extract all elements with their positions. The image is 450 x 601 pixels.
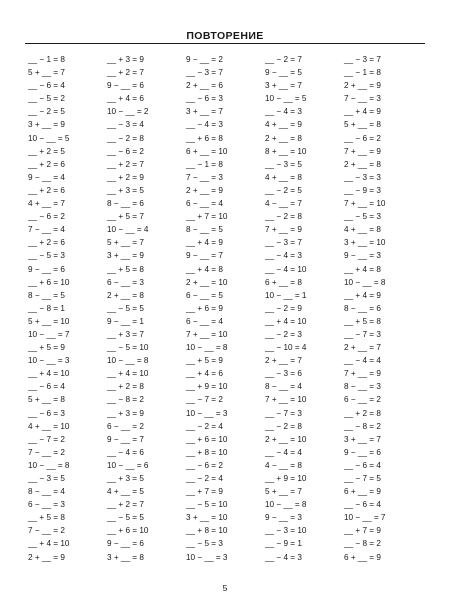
equation: 6 − __ = 2 (107, 421, 144, 431)
equation: __ + 6 = 9 (186, 303, 223, 313)
equation: __ + 5 = 9 (28, 343, 65, 353)
equation: __ − 2 = 9 (265, 303, 302, 313)
equation: __ − 4 = 3 (265, 107, 302, 117)
equation: 9 − __ = 6 (28, 264, 65, 274)
equation: __ − 6 = 4 (28, 382, 65, 392)
equation: 2 + __ = 10 (265, 434, 307, 444)
equation: __ + 7 = 9 (344, 526, 381, 536)
equation: __ + 4 = 10 (28, 539, 70, 549)
equation: 2 + __ = 7 (265, 356, 302, 366)
equation: 10 − __ = 8 (107, 356, 149, 366)
equation: __ − 4 = 4 (265, 447, 302, 457)
equation: __ − 5 = 3 (186, 539, 223, 549)
equation: __ + 2 = 5 (28, 146, 65, 156)
equation: __ − 2 = 7 (265, 55, 302, 64)
equation: 7 + __ = 10 (186, 329, 228, 339)
equation: __ + 3 = 9 (107, 55, 144, 64)
equation: 8 − __ = 6 (107, 199, 144, 209)
equation: 10 − __ = 4 (107, 225, 149, 235)
equation: __ + 5 = 8 (28, 513, 65, 523)
equation: 9 − __ = 6 (107, 539, 144, 549)
equation: 10 − __ = 7 (344, 513, 386, 523)
equation: __ − 3 = 7 (344, 55, 381, 64)
equation: __ − 3 = 5 (265, 159, 302, 169)
equation: __ + 2 = 8 (107, 382, 144, 392)
equation: 6 + __ = 9 (344, 487, 381, 497)
equation: 10 − __ = 3 (186, 552, 228, 562)
equation: 4 + __ = 10 (28, 421, 70, 431)
equation: 9 − __ = 6 (344, 447, 381, 457)
equation: __ − 6 = 2 (344, 133, 381, 143)
equation: __ − 3 = 7 (265, 238, 302, 248)
equation: 6 + __ = 9 (344, 552, 381, 562)
equation: __ + 4 = 6 (186, 369, 223, 379)
equation: 2 + __ = 10 (186, 277, 228, 287)
equation: 4 + __ = 9 (265, 120, 302, 130)
header-rule (25, 43, 425, 44)
equation: __ + 4 = 9 (186, 238, 223, 248)
equation: 6 − __ = 3 (28, 500, 65, 510)
equation: 10 − __ = 8 (265, 500, 307, 510)
equation: __ − 3 = 6 (265, 369, 302, 379)
equation: 3 + __ = 7 (344, 434, 381, 444)
equation: __ − 6 = 2 (107, 146, 144, 156)
equation: __ + 2 = 7 (107, 68, 144, 78)
equation: 10 − __ = 7 (28, 329, 70, 339)
equation: __ + 3 = 5 (107, 474, 144, 483)
equation: 9 − __ = 5 (265, 68, 302, 78)
equation: 8 − __ = 6 (344, 303, 381, 313)
equation: __ − 5 = 10 (107, 343, 149, 353)
equation: __ − 2 = 4 (186, 474, 223, 483)
equation: __ − 7 = 2 (186, 395, 223, 405)
equation: 10 − __ = 1 (265, 290, 307, 300)
equation: 6 − __ = 4 (186, 316, 223, 326)
equation: __ − 3 = 7 (186, 68, 223, 78)
equation: __ − 7 = 3 (265, 408, 302, 418)
equation: 2 + __ = 9 (344, 81, 381, 91)
equation: 9 − __ = 7 (107, 434, 144, 444)
equation: 10 − __ = 2 (107, 107, 149, 117)
equation: __ − 3 = 5 (28, 474, 65, 483)
equation: 10 − __ = 8 (28, 460, 70, 470)
equation: __ + 6 = 10 (28, 277, 70, 287)
equation: 10 − __ = 3 (28, 356, 70, 366)
equation: __ + 4 = 9 (344, 107, 381, 117)
exercise-column (265, 53, 344, 583)
equation: __ + 4 = 9 (344, 290, 381, 300)
exercise-column (186, 53, 265, 583)
equation: __ − 6 = 4 (344, 500, 381, 510)
equation: 3 + __ = 7 (265, 81, 302, 91)
equation: __ + 3 = 5 (107, 185, 144, 195)
equation: __ − 6 = 2 (28, 212, 65, 222)
equation: 9 − __ = 2 (186, 55, 223, 64)
equation: __ − 9 = 3 (344, 185, 381, 195)
equation: __ + 9 = 10 (186, 382, 228, 392)
equation: 7 + __ = 9 (265, 225, 302, 235)
equation: __ − 4 = 3 (186, 120, 223, 130)
equation: 2 + __ = 9 (186, 185, 223, 195)
equation: __ − 5 = 5 (107, 303, 144, 313)
equation: 7 + __ = 10 (265, 395, 307, 405)
equation: 6 − __ = 5 (186, 290, 223, 300)
equation: 5 + __ = 8 (28, 395, 65, 405)
equation: 7 − __ = 2 (28, 526, 65, 536)
equation: __ + 7 = 10 (186, 212, 228, 222)
equation: __ + 3 = 7 (107, 329, 144, 339)
equation: __ − 7 = 2 (28, 434, 65, 444)
equation: 4 + __ = 7 (28, 199, 65, 209)
equation: 10 − __ = 5 (265, 94, 307, 104)
equation: __ + 6 = 10 (107, 526, 149, 536)
equation: 7 − __ = 3 (186, 172, 223, 182)
equation: __ + 6 = 8 (186, 133, 223, 143)
equation: 8 − __ = 4 (265, 382, 302, 392)
equation: __ − 4 = 6 (107, 447, 144, 457)
equation: 7 − __ = 4 (28, 225, 65, 235)
equation: __ + 5 = 7 (107, 212, 144, 222)
equation: __ + 4 = 8 (344, 264, 381, 274)
equation: __ + 8 = 10 (186, 526, 228, 536)
equation: __ + 2 = 7 (107, 159, 144, 169)
equation: __ − 7 = 3 (344, 329, 381, 339)
equation: 4 + __ = 8 (265, 172, 302, 182)
equation: __ + 2 = 6 (28, 185, 65, 195)
equation: __ + 6 = 10 (186, 434, 228, 444)
equation: 6 − __ = 3 (107, 277, 144, 287)
exercise-column (28, 53, 107, 583)
equation: __ − 8 = 1 (28, 303, 65, 313)
equation: 7 − __ = 2 (28, 447, 65, 457)
equation: 6 + __ = 10 (186, 146, 228, 156)
equation: __ − 8 = 2 (344, 421, 381, 431)
equation: 9 − __ = 1 (107, 316, 144, 326)
equation: 3 + __ = 9 (107, 251, 144, 261)
equation: 4 + __ = 8 (344, 225, 381, 235)
equation: __ − 4 = 3 (265, 251, 302, 261)
equation: __ − 5 = 2 (28, 94, 65, 104)
exercise-column (344, 53, 423, 583)
equation: __ − 6 = 2 (186, 460, 223, 470)
equation: 8 + __ = 10 (265, 146, 307, 156)
equation: 2 + __ = 8 (265, 133, 302, 143)
equation: __ + 4 = 6 (107, 94, 144, 104)
equation: 10 − __ = 8 (186, 343, 228, 353)
equation: __ − 10 = 4 (265, 343, 307, 353)
equation: __ + 4 = 10 (107, 369, 149, 379)
equation: 4 − __ = 7 (265, 199, 302, 209)
equation: __ − 5 = 5 (107, 513, 144, 523)
equation: __ − 8 = 2 (107, 395, 144, 405)
page-header (25, 30, 425, 46)
equation: __ + 9 = 10 (265, 474, 307, 483)
equation: 10 − __ = 8 (344, 277, 386, 287)
equation: __ − 8 = 2 (344, 539, 381, 549)
equation: __ + 2 = 6 (28, 238, 65, 248)
equation: __ + 2 = 8 (344, 408, 381, 418)
equation: __ + 2 = 7 (107, 500, 144, 510)
equation: __ − 1 = 8 (186, 159, 223, 169)
equation: __ − 5 = 3 (344, 212, 381, 222)
equation: 9 − __ = 4 (28, 172, 65, 182)
equation: __ + 4 = 8 (186, 264, 223, 274)
equation: __ − 3 = 10 (265, 526, 307, 536)
equation: 8 − __ = 5 (186, 225, 223, 235)
equation: 2 + __ = 6 (186, 81, 223, 91)
equation: 4 − __ = 8 (265, 460, 302, 470)
equation: __ − 3 = 3 (344, 172, 381, 182)
equation: __ − 2 = 8 (265, 421, 302, 431)
equation: __ + 8 = 10 (186, 447, 228, 457)
equation: 8 − __ = 3 (344, 382, 381, 392)
equation: __ − 2 = 5 (28, 107, 65, 117)
equation: __ + 4 = 10 (28, 369, 70, 379)
equation: 2 + __ = 7 (344, 343, 381, 353)
equation: __ + 4 = 10 (265, 316, 307, 326)
equation: __ + 5 = 8 (344, 316, 381, 326)
equation: __ − 3 = 4 (107, 120, 144, 130)
equation: 5 + __ = 7 (28, 68, 65, 78)
equation: 10 − __ = 5 (28, 133, 70, 143)
equation: __ + 5 = 9 (186, 356, 223, 366)
exercise-column (107, 53, 186, 583)
equation: 9 − __ = 7 (186, 251, 223, 261)
equation: __ − 2 = 3 (265, 329, 302, 339)
equation: 4 + __ = 5 (107, 487, 144, 497)
page-number: 5 (222, 583, 228, 593)
equation: __ − 1 = 8 (28, 55, 65, 64)
equation: __ − 1 = 8 (344, 68, 381, 78)
equation: __ − 2 = 4 (186, 421, 223, 431)
page-title: ПОВТОРЕНИЕ (25, 30, 425, 43)
equation: 5 + __ = 8 (344, 120, 381, 130)
equation: __ − 5 = 3 (28, 251, 65, 261)
equation: 3 + __ = 9 (28, 120, 65, 130)
equation: 8 − __ = 5 (28, 290, 65, 300)
equation: 2 + __ = 8 (344, 159, 381, 169)
equation: __ − 4 = 4 (344, 356, 381, 366)
equation: 6 − __ = 4 (186, 199, 223, 209)
equation: __ − 5 = 10 (186, 500, 228, 510)
equation: __ − 7 = 5 (344, 474, 381, 483)
equation: 9 − __ = 6 (107, 81, 144, 91)
equation: __ − 9 = 1 (265, 539, 302, 549)
equation: __ + 2 = 6 (28, 159, 65, 169)
equation: __ + 2 = 9 (107, 172, 144, 182)
equation: __ − 6 = 4 (28, 81, 65, 91)
equation: __ + 5 = 8 (107, 264, 144, 274)
equation: __ + 3 = 9 (107, 408, 144, 418)
equation: 3 + __ = 10 (344, 238, 386, 248)
equation: __ − 4 = 3 (265, 552, 302, 562)
equation: 9 − __ = 3 (265, 513, 302, 523)
equation: __ − 6 = 3 (186, 94, 223, 104)
equation: __ − 6 = 4 (344, 460, 381, 470)
equation: 7 + __ = 10 (344, 199, 386, 209)
equation: __ − 6 = 3 (28, 408, 65, 418)
equation: 5 + __ = 7 (107, 238, 144, 248)
equation: 5 + __ = 10 (28, 316, 70, 326)
equation: 8 − __ = 4 (28, 487, 65, 497)
equation: 3 + __ = 7 (186, 107, 223, 117)
equation: 2 + __ = 9 (28, 552, 65, 562)
equation: 5 + __ = 7 (265, 487, 302, 497)
equation: 9 − __ = 3 (344, 251, 381, 261)
equation: 2 + __ = 8 (107, 290, 144, 300)
equation: 7 + __ = 9 (344, 146, 381, 156)
equation: 7 − __ = 3 (344, 94, 381, 104)
equation: 3 + __ = 10 (186, 513, 228, 523)
equation: 10 − __ = 3 (186, 408, 228, 418)
equation: __ + 7 = 9 (186, 487, 223, 497)
equation: __ − 2 = 8 (107, 133, 144, 143)
equation: 3 + __ = 8 (107, 552, 144, 562)
equation: 7 + __ = 9 (344, 369, 381, 379)
equation: 6 − __ = 2 (344, 395, 381, 405)
equation: __ − 2 = 5 (265, 185, 302, 195)
equation: 10 − __ = 6 (107, 460, 149, 470)
exercise-grid (28, 53, 428, 583)
equation: 6 + __ = 8 (265, 277, 302, 287)
equation: __ − 4 = 10 (265, 264, 307, 274)
equation: __ − 2 = 8 (265, 212, 302, 222)
